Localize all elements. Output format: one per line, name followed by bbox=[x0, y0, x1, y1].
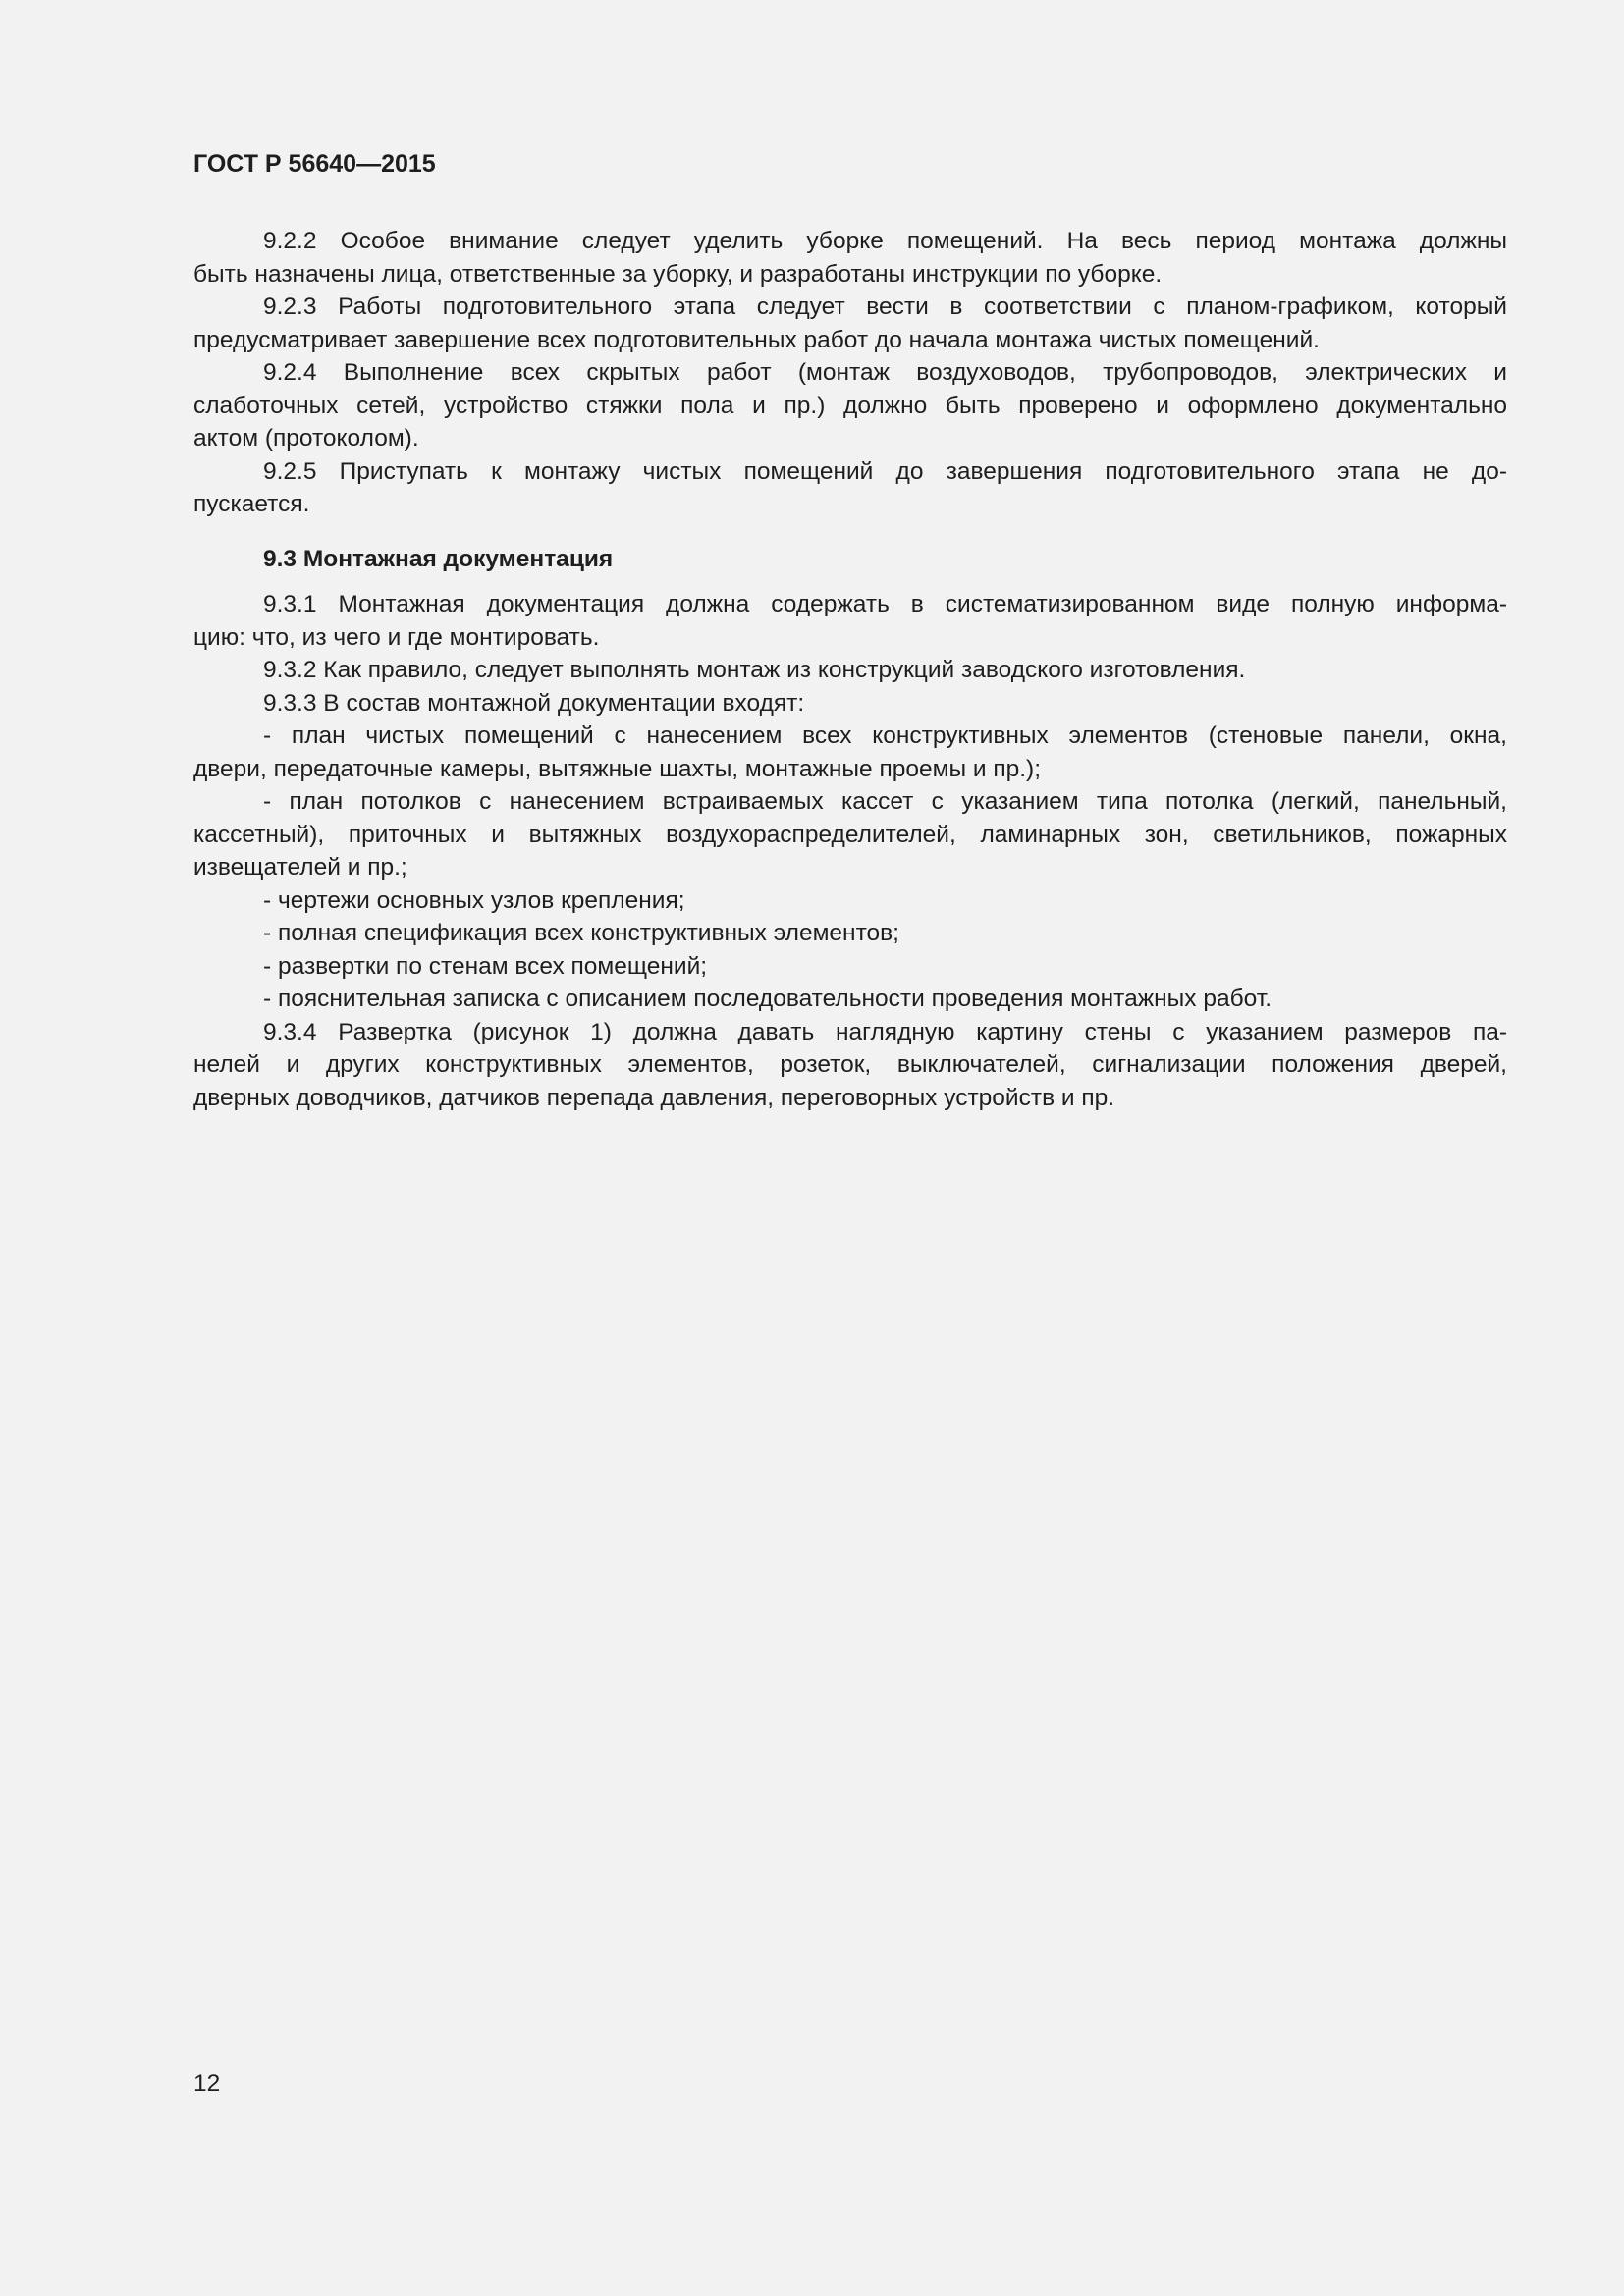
text-line: пускается. bbox=[193, 491, 310, 517]
text-line: - чертежи основных узлов крепления; bbox=[263, 886, 685, 914]
text-line: быть назначены лица, ответственные за уборку, и разработаны инструкции по уборке. bbox=[193, 260, 1163, 288]
paragraph bbox=[193, 654, 1507, 687]
text-line: - пояснительная записка с описанием последовательности проведения монтажных работ. bbox=[263, 986, 1272, 1012]
text-line: 9.3.2 Как правило, следует выполнять монтаж из конструкций заводского изготовления. bbox=[263, 657, 1246, 683]
paragraph bbox=[193, 785, 1507, 884]
text-line: 9.3.4 Развертка (рисунок 1) должна давать наглядную картину стены с указанием размеров па- bbox=[263, 1018, 1507, 1045]
text-line: - полная спецификация всех конструктивных элементов; bbox=[263, 920, 899, 946]
paragraph bbox=[193, 720, 1507, 785]
paragraph bbox=[193, 983, 1507, 1016]
page-number: 12 bbox=[193, 2070, 221, 2097]
text-line: нелей и других конструктивных элементов, розеток, выключателей, сигнализации положения дверей, bbox=[193, 1051, 1507, 1078]
paragraph bbox=[193, 291, 1507, 356]
paragraph bbox=[193, 1016, 1507, 1115]
text-line: кассетный), приточных и вытяжных воздухораспределителей, ламинарных зон, светильников, пожарных bbox=[193, 821, 1507, 848]
document-body bbox=[193, 225, 1507, 1114]
section-9-2 bbox=[193, 225, 1507, 521]
text-line: извещателей и пр.; bbox=[193, 854, 407, 881]
text-line: слаботочных сетей, устройство стяжки пола и пр.) должно быть проверено и оформлено документально bbox=[193, 392, 1507, 419]
text-line: 9.3.1 Монтажная документация должна содержать в систематизированном виде полную информа- bbox=[263, 591, 1507, 617]
paragraph bbox=[193, 588, 1507, 654]
text-line: цию: что, из чего и где монтировать. bbox=[193, 623, 600, 651]
text-line: двери, передаточные камеры, вытяжные шахты, монтажные проемы и пр.); bbox=[193, 755, 1042, 782]
text-line: - развертки по стенам всех помещений; bbox=[263, 952, 708, 980]
section-9-3 bbox=[193, 588, 1507, 1114]
text-line: 9.2.3 Работы подготовительного этапа следует вести в соответствии с планом-графиком, который bbox=[263, 294, 1507, 320]
text-line: - план чистых помещений с нанесением всех конструктивных элементов (стеновые панели, окна, bbox=[263, 722, 1507, 749]
text-line: дверных доводчиков, датчиков перепада давления, переговорных устройств и пр. bbox=[193, 1084, 1115, 1111]
text-line: предусматривает завершение всех подготовительных работ до начала монтажа чистых помещений. bbox=[193, 326, 1320, 353]
paragraph bbox=[193, 455, 1507, 521]
text-line: 9.2.2 Особое внимание следует уделить уборке помещений. На весь период монтажа должны bbox=[263, 228, 1507, 254]
section-heading: 9.3 Монтажная документация bbox=[263, 545, 614, 572]
text-line: 9.2.5 Приступать к монтажу чистых помещений до завершения подготовительного этапа не до- bbox=[263, 457, 1507, 485]
text-line: - план потолков с нанесением встраиваемых кассет с указанием типа потолка (легкий, панельный, bbox=[263, 788, 1507, 815]
text-line: актом (протоколом). bbox=[193, 425, 419, 452]
paragraph bbox=[193, 884, 1507, 918]
paragraph bbox=[193, 225, 1507, 291]
document-header: ГОСТ Р 56640—2015 bbox=[193, 150, 436, 178]
paragraph bbox=[193, 950, 1507, 984]
text-line: 9.2.4 Выполнение всех скрытых работ (монтаж воздуховодов, трубопроводов, электрических и bbox=[263, 359, 1507, 386]
text-line: 9.3.3 В состав монтажной документации входят: bbox=[263, 689, 805, 717]
paragraph bbox=[193, 917, 1507, 950]
paragraph bbox=[193, 687, 1507, 721]
paragraph bbox=[193, 356, 1507, 455]
